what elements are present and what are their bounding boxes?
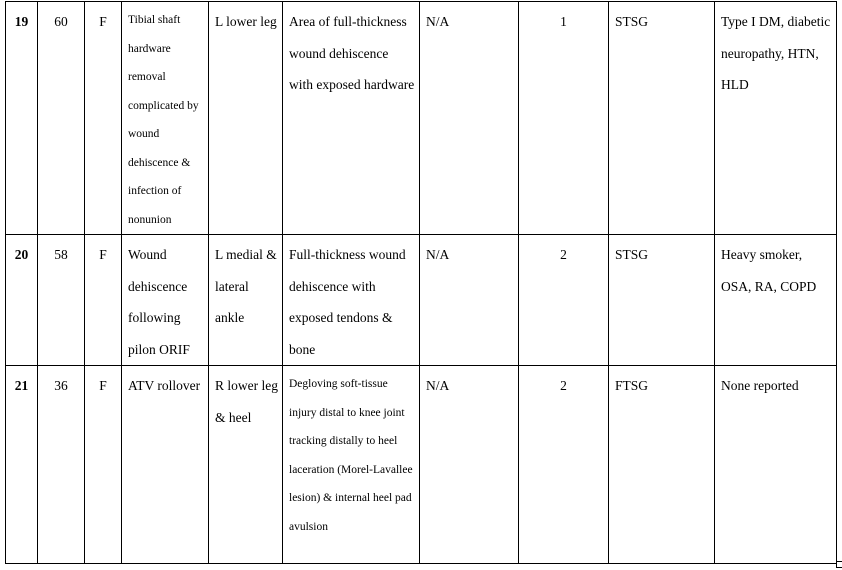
location-cell: R lower leg & heel xyxy=(209,366,283,564)
age-cell: 60 xyxy=(38,2,85,235)
table-resize-handle[interactable] xyxy=(836,561,842,568)
patient-id-cell: 20 xyxy=(6,235,38,366)
age-cell: 36 xyxy=(38,366,85,564)
coverage-cell: STSG xyxy=(609,235,715,366)
table-row xyxy=(6,366,837,564)
indication-cell: Tibial shaft hardware removal complicated by wound dehiscence & infection of nonunion xyxy=(122,2,209,235)
col7-cell: N/A xyxy=(420,2,519,235)
col8-cell: 2 xyxy=(519,235,609,366)
defect-cell: Area of full-thickness wound dehiscence with exposed hardware xyxy=(283,2,420,235)
indication-cell: Wound dehiscence following pilon ORIF xyxy=(122,235,209,366)
col7-cell: N/A xyxy=(420,366,519,564)
defect-cell: Degloving soft-tissue injury distal to knee joint tracking distally to heel laceration (Morel-Lavallee lesion) & internal heel pad avulsion xyxy=(283,366,420,564)
patient-id-cell: 21 xyxy=(6,366,38,564)
patient-id-cell: 19 xyxy=(6,2,38,235)
table-row xyxy=(6,2,837,235)
comorbidities-cell: Type I DM, diabetic neuropathy, HTN, HLD xyxy=(715,2,837,235)
sex-cell: F xyxy=(85,366,122,564)
coverage-cell: STSG xyxy=(609,2,715,235)
comorbidities-cell: None reported xyxy=(715,366,837,564)
table-row xyxy=(6,235,837,366)
indication-cell: ATV rollover xyxy=(122,366,209,564)
comorbidities-cell: Heavy smoker, OSA, RA, COPD xyxy=(715,235,837,366)
col8-cell: 1 xyxy=(519,2,609,235)
col8-cell: 2 xyxy=(519,366,609,564)
patient-data-table xyxy=(5,1,837,564)
col7-cell: N/A xyxy=(420,235,519,366)
location-cell: L medial & lateral ankle xyxy=(209,235,283,366)
location-cell: L lower leg xyxy=(209,2,283,235)
age-cell: 58 xyxy=(38,235,85,366)
coverage-cell: FTSG xyxy=(609,366,715,564)
sex-cell: F xyxy=(85,2,122,235)
sex-cell: F xyxy=(85,235,122,366)
defect-cell: Full-thickness wound dehiscence with exposed tendons & bone xyxy=(283,235,420,366)
